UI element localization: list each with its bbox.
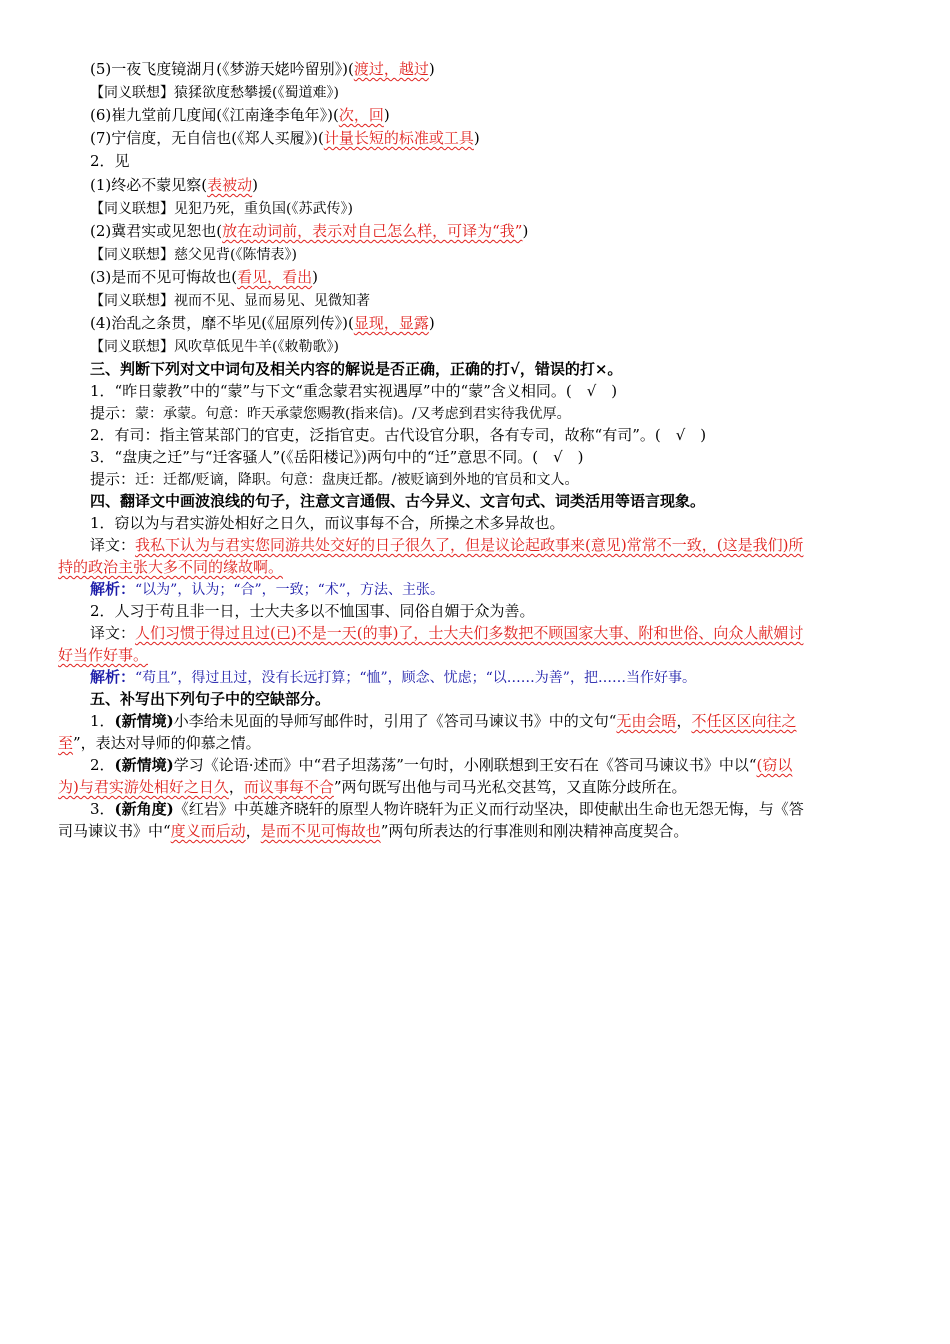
tip-label: 提示： bbox=[90, 404, 136, 422]
vocab-line bbox=[90, 150, 130, 172]
closing-paren: ) bbox=[473, 129, 480, 147]
vocab-line bbox=[90, 312, 435, 334]
question-tag: (新角度) bbox=[114, 800, 174, 818]
vocab-sentence: (2)冀君实或见恕也( bbox=[90, 222, 223, 240]
section4-heading: 四、翻译文中画波浪线的句子，注意文言通假、古今异义、文言句式、词类活用等语言现象。 bbox=[90, 492, 706, 510]
closing-paren: ) bbox=[428, 314, 435, 332]
analysis-label: 解析： bbox=[90, 580, 136, 598]
separator: ， bbox=[228, 778, 244, 796]
tip-label: 提示： bbox=[90, 470, 136, 488]
translation-label: 译文： bbox=[90, 624, 136, 642]
section4-translation1-line1 bbox=[90, 534, 803, 556]
section3-q1: 1．“昨日蒙教”中的“蒙”与下文“重念蒙君实视遇厚”中的“蒙”含义相同。( √ ) bbox=[90, 382, 618, 400]
vocab-sentence: (4)治乱之条贯，靡不毕见(《屈原列传》)( bbox=[90, 314, 354, 332]
separator: ， bbox=[676, 712, 692, 730]
association-text: 【同义联想】见犯乃死，重负国(《苏武传》) bbox=[90, 201, 353, 217]
tip-text: 蒙：承蒙。句意：昨天承蒙您赐教(指来信)。/又考虑到君实待我优厚。 bbox=[135, 406, 571, 422]
section4-translation1-line2 bbox=[58, 556, 283, 578]
answer-text: 看见，看出 bbox=[237, 268, 313, 286]
answer-text: 计量长短的标准或工具 bbox=[323, 129, 474, 147]
tip-text: 迁：迁都/贬谪，降职。句意：盘庚迁都。/被贬谪到外地的官员和文人。 bbox=[135, 472, 579, 488]
section3-q2: 2．有司：指主管某部门的官吏，泛指官吏。古代设官分职，各有专司，故称“有司”。( √ ) bbox=[90, 426, 707, 444]
vocab-line bbox=[90, 174, 258, 196]
section5-q1-line1 bbox=[90, 710, 796, 732]
section4-translation2-line2 bbox=[58, 644, 148, 666]
section3-tip3 bbox=[90, 468, 578, 490]
section5-q1-line2 bbox=[58, 732, 261, 754]
vocab-sentence: (6)崔九堂前几度闻(《江南逢李龟年》)( bbox=[90, 106, 339, 124]
question-tag: (新情境) bbox=[114, 712, 174, 730]
association-text: 【同义联想】风吹草低见牛羊(《敕勒歌》) bbox=[90, 339, 339, 355]
answer-text: 是而不见可悔故也 bbox=[260, 822, 381, 840]
vocab-line bbox=[90, 197, 353, 219]
vocab-sentence: (5)一夜飞度镜湖月(《梦游天姥吟留别》)( bbox=[90, 60, 354, 78]
question-tag: (新情境) bbox=[114, 756, 174, 774]
question-number: 2． bbox=[90, 756, 115, 774]
association-text: 【同义联想】视而不见、显而易见、见微知著 bbox=[90, 293, 370, 309]
translation-label: 译文： bbox=[90, 536, 136, 554]
answer-text: 度义而后动 bbox=[170, 822, 246, 840]
analysis-text: “苟且”，得过且过，没有长远打算；“恤”，顾念、忧虑；“以……为善”，把……当作好事。 bbox=[135, 670, 696, 686]
question-number: 1． bbox=[90, 712, 115, 730]
closing-paren: ) bbox=[522, 222, 529, 240]
question-text: ”两句所表达的行事准则和刚决精神高度契合。 bbox=[380, 822, 689, 840]
vocab-sentence: (3)是而不见可悔故也( bbox=[90, 268, 238, 286]
answer-text: 渡过，越过 bbox=[353, 60, 429, 78]
closing-paren: ) bbox=[383, 106, 390, 124]
question-text: 学习《论语·述而》中“君子坦荡荡”一句时，小刚联想到王安石在《答司马谏议书》中以“ bbox=[173, 756, 757, 774]
closing-paren: ) bbox=[428, 60, 435, 78]
answer-text: 不任区区向往之 bbox=[691, 712, 797, 730]
question-text: 司马谏议书》中“ bbox=[58, 822, 171, 840]
answer-text: 放在动词前，表示对自己怎么样，可译为“我” bbox=[222, 222, 523, 240]
vocab-line bbox=[90, 127, 480, 149]
question-text: ”两句既写出他与司马光私交甚笃，又直陈分歧所在。 bbox=[333, 778, 687, 796]
section5-q3-line1 bbox=[90, 798, 804, 820]
closing-paren: ) bbox=[312, 268, 318, 286]
vocab-sentence: (7)宁信度，无自信也(《郑人买履》)( bbox=[90, 129, 324, 147]
answer-text: 至 bbox=[58, 734, 74, 752]
section5-q2-line1 bbox=[90, 754, 792, 776]
translation-text: 好当作好事。 bbox=[58, 646, 149, 664]
answer-text: (窃以 bbox=[756, 756, 793, 774]
section5-q3-line2 bbox=[58, 820, 688, 842]
vocab-line bbox=[90, 243, 297, 265]
answer-text: 为)与君实游处相好之日久 bbox=[58, 778, 229, 796]
section5-heading: 五、补写出下列句子中的空缺部分。 bbox=[90, 690, 331, 708]
vocab-line bbox=[90, 58, 435, 80]
translation-text: 持的政治主张大多不同的缘故啊。 bbox=[58, 558, 284, 576]
analysis-label: 解析： bbox=[90, 668, 136, 686]
question-text: 《红岩》中英雄齐晓轩的原型人物许晓轩为正义而行动坚决，即使献出生命也无怨无悔，与《答 bbox=[173, 800, 804, 818]
translation-text: 我私下认为与君实您同游共处交好的日子很久了，但是议论起政事来(意见)常常不一致，(这是我们)所 bbox=[135, 536, 804, 554]
association-text: 【同义联想】慈父见背(《陈情表》) bbox=[90, 247, 297, 263]
separator: ， bbox=[245, 822, 261, 840]
section4-translation2-line1 bbox=[90, 622, 803, 644]
section3-heading: 三、判断下列对文中词句及相关内容的解说是否正确，正确的打√，错误的打×。 bbox=[90, 360, 623, 378]
question-text: 小李给未见面的导师写邮件时，引用了《答司马谏议书》中的文句“ bbox=[173, 712, 617, 730]
analysis-text: “以为”，认为；“合”，一致；“术”，方法、主张。 bbox=[135, 582, 444, 598]
answer-text: 显现，显露 bbox=[353, 314, 429, 332]
section4-sentence2: 2．人习于苟且非一日，士大夫多以不恤国事、同俗自媚于众为善。 bbox=[90, 602, 535, 620]
section5-q2-line2 bbox=[58, 776, 687, 798]
vocab-line bbox=[90, 220, 528, 242]
answer-text: 而议事每不合 bbox=[243, 778, 334, 796]
vocab-sentence: 2．见 bbox=[90, 152, 130, 170]
vocab-sentence: (1)终必不蒙见察( bbox=[90, 176, 208, 194]
section4-sentence1: 1．窃以为与君实游处相好之日久，而议事每不合，所操之术多异故也。 bbox=[90, 514, 565, 532]
answer-text: 无由会晤 bbox=[616, 712, 677, 730]
association-text: 【同义联想】猿猱欲度愁攀援(《蜀道难》) bbox=[90, 85, 339, 101]
answer-text: 次，回 bbox=[338, 106, 384, 124]
translation-text: 人们习惯于得过且过(已)不是一天(的事)了，士大夫们多数把不顾国家大事、附和世俗、向众人献媚讨 bbox=[135, 624, 804, 642]
section3-q3: 3．“盘庚之迁”与“迁客骚人”(《岳阳楼记》)两句中的“迁”意思不同。( √ ) bbox=[90, 448, 584, 466]
vocab-line bbox=[90, 289, 370, 311]
section4-analysis1 bbox=[90, 578, 444, 600]
vocab-line bbox=[90, 266, 318, 288]
answer-text: 表被动 bbox=[207, 176, 253, 194]
section4-analysis2 bbox=[90, 666, 696, 688]
closing-paren: ) bbox=[252, 176, 258, 194]
question-number: 3． bbox=[90, 800, 115, 818]
vocab-line bbox=[90, 104, 390, 126]
vocab-line bbox=[90, 335, 339, 357]
question-text: ”，表达对导师的仰慕之情。 bbox=[73, 734, 261, 752]
vocab-line bbox=[90, 81, 339, 103]
section3-tip1 bbox=[90, 402, 571, 424]
